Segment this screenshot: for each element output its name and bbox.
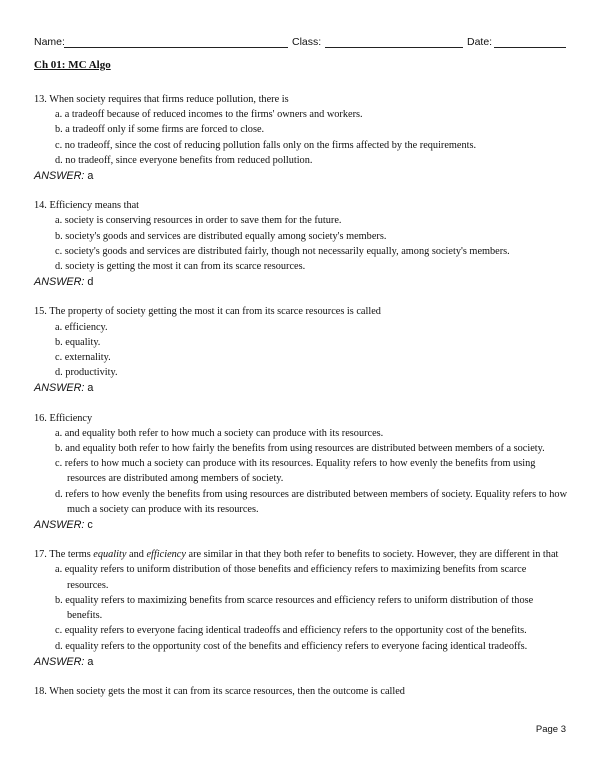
answer-label: ANSWER:: [34, 519, 85, 532]
date-label: Date:: [467, 36, 493, 48]
answer-label: ANSWER:: [34, 382, 85, 395]
question-stem: 16. Efficiency: [34, 412, 93, 424]
option-b: b. and equality both refer to how fairly the benefits from using resources are distributed between members of a society.: [55, 443, 545, 455]
question-14: [34, 198, 570, 290]
option-a: a. efficiency.: [55, 321, 108, 333]
answer-line: [34, 381, 570, 396]
stem-text: and: [126, 549, 147, 561]
answer-value: d: [87, 276, 94, 289]
option-d: d. equality refers to the opportunity cost of the benefits and efficiency refers to everyone facing identical tradeoffs.: [55, 640, 528, 652]
option-b: b. equality.: [55, 336, 101, 348]
question-15: [34, 304, 570, 396]
class-label: Class:: [292, 36, 322, 48]
answer-value: a: [87, 655, 94, 668]
class-field[interactable]: [325, 47, 463, 48]
question-stem: 14. Efficiency means that: [34, 200, 140, 212]
option-d: d. society is getting the most it can from its scarce resources.: [55, 261, 306, 273]
option-c: c. externality.: [55, 352, 111, 364]
answer-label: ANSWER:: [34, 655, 85, 668]
date-field[interactable]: [494, 47, 566, 48]
option-a: a. a tradeoff because of reduced incomes to the firms' owners and workers.: [55, 109, 363, 121]
option-a: a. equality refers to uniform distribution of those benefits and efficiency refers to maximizing benefits from scarce resources.: [55, 564, 527, 591]
option-c: c. equality refers to everyone facing identical tradeoffs and efficiency refers to the opportunity cost of the benefits.: [55, 625, 527, 637]
answer-value: c: [87, 519, 93, 532]
option-d: d. productivity.: [55, 367, 118, 379]
question-stem: [34, 547, 570, 562]
section-title: Ch 01: MC Algo: [34, 59, 111, 71]
name-field[interactable]: [64, 47, 288, 48]
question-17: [34, 547, 570, 670]
answer-line: [34, 655, 570, 670]
option-a: a. and equality both refer to how much a society can produce with its resources.: [55, 427, 384, 439]
question-16: [34, 411, 570, 534]
stem-text: are similar in that they both refer to benefits to society. However, they are different in that: [185, 549, 559, 561]
term-equality: equality: [93, 549, 127, 561]
answer-label: ANSWER:: [34, 276, 85, 289]
option-a: a. society is conserving resources in order to save them for the future.: [55, 215, 342, 227]
answer-value: a: [87, 382, 94, 395]
answer-value: a: [87, 170, 94, 183]
option-d: d. no tradeoff, since everyone benefits from reduced pollution.: [55, 154, 313, 166]
question-list: [34, 92, 570, 713]
answer-line: [34, 518, 570, 533]
question-18: [34, 684, 570, 699]
question-13: [34, 92, 570, 184]
option-d: d. refers to how evenly the benefits from using resources are distributed between members of society. Equality refers to how much a society can produce with its resources.: [55, 488, 568, 515]
header-fields: [34, 36, 566, 50]
option-b: b. equality refers to maximizing benefits from scarce resources and efficiency refers to uniform distribution of those benefits.: [55, 594, 534, 622]
answer-line: [34, 169, 570, 184]
option-c: c. refers to how much a society can produce with its resources. Equality refers to how evenly the benefits from using resources are distributed among members of society.: [55, 458, 536, 485]
name-label: Name:: [34, 36, 65, 48]
option-c: c. no tradeoff, since the cost of reducing pollution falls only on the firms affected by the requirements.: [55, 139, 477, 151]
answer-label: ANSWER:: [34, 170, 85, 183]
question-stem: 13. When society requires that firms reduce pollution, there is: [34, 94, 289, 105]
question-stem: 18. When society gets the most it can from its scarce resources, then the outcome is called: [34, 685, 405, 697]
option-b: b. society's goods and services are distributed equally among society's members.: [55, 230, 387, 242]
stem-text: 17. The terms: [34, 549, 94, 561]
question-stem: 15. The property of society getting the most it can from its scarce resources is called: [34, 306, 381, 318]
page-number: Page 3: [535, 724, 566, 735]
answer-line: [34, 275, 570, 290]
term-efficiency: efficiency: [146, 549, 186, 561]
option-b: b. a tradeoff only if some firms are forced to close.: [55, 124, 265, 136]
option-c: c. society's goods and services are distributed fairly, though not necessarily equally, among society's members.: [55, 245, 510, 257]
